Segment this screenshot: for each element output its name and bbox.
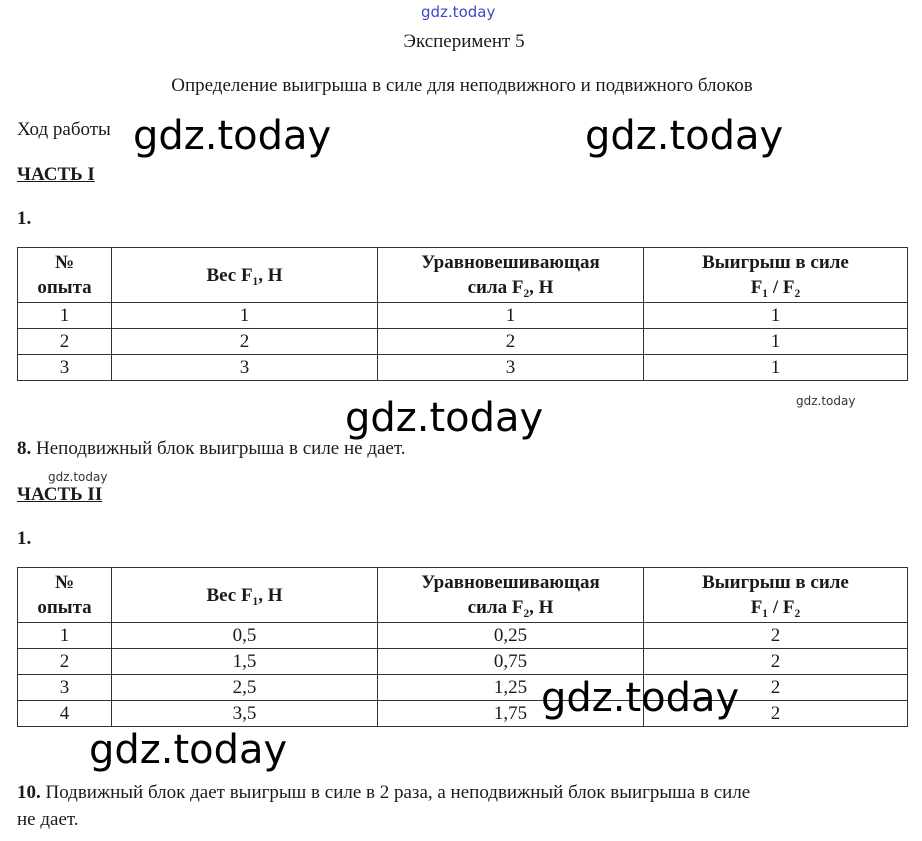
watermark-small-1: gdz.today [796,394,856,408]
experiment-title: Эксперимент 5 [403,31,525,52]
table-cell: 2 [378,329,644,355]
table-cell: 3 [378,355,644,381]
part-1-heading: ЧАСТЬ I [17,164,95,185]
col-header-number: № опыта [18,568,112,623]
part-1-item-label: 1. [17,208,32,229]
part-1-conclusion-text: Неподвижный блок выигрыша в силе не дает. [31,438,406,459]
table-cell: 1 [378,303,644,329]
table-cell: 0,75 [378,649,644,675]
table-cell: 1 [18,303,112,329]
col-header-balancing-force: Уравновешивающая сила F₂, Н [378,248,644,303]
table-row [18,355,908,381]
part-1-conclusion-number: 8. [17,438,32,459]
table-header-row [18,248,908,303]
table-cell: 2 [644,675,908,701]
col-header-weight: Вес F₁, Н [112,248,378,303]
table-cell: 1 [644,355,908,381]
table-row [18,623,908,649]
watermark-small-2: gdz.today [48,470,108,484]
table-cell: 1 [644,329,908,355]
table-cell: 1,25 [378,675,644,701]
table-row [18,649,908,675]
table-cell: 2,5 [112,675,378,701]
experiment-subtitle: Определение выигрыша в силе для неподвижного и подвижного блоков [171,75,753,96]
table-row [18,675,908,701]
watermark-large-3: gdz.today [345,395,544,441]
part-2-conclusion-text-line1: Подвижный блок дает выигрыш в силе в 2 раза, а неподвижный блок выигрыша в силе [40,782,751,803]
watermark-large-1: gdz.today [133,113,332,159]
watermark-large-5: gdz.today [89,727,288,773]
table-cell: 2 [112,329,378,355]
table-row [18,701,908,727]
table-cell: 1 [644,303,908,329]
part-2-conclusion-number: 10. [17,782,41,803]
table-row [18,303,908,329]
part-2-conclusion-text-line2: не дает. [17,809,79,830]
part-1-conclusion [17,438,406,460]
table-cell: 0,5 [112,623,378,649]
col-header-balancing-force: Уравновешивающая сила F₂, Н [378,568,644,623]
table-cell: 3 [18,355,112,381]
table-cell: 4 [18,701,112,727]
table-cell: 2 [18,329,112,355]
col-header-weight: Вес F₁, Н [112,568,378,623]
table-header-row [18,568,908,623]
table-cell: 3 [18,675,112,701]
watermark-large-4: gdz.today [541,675,740,721]
table-cell: 1 [18,623,112,649]
part-2-table [17,567,908,727]
part-2-heading: ЧАСТЬ II [17,484,103,505]
part-2-conclusion [17,779,917,833]
table-cell: 2 [644,701,908,727]
watermark-top: gdz.today [421,3,496,21]
col-header-force-gain: Выигрыш в силе F₁ / F₂ [644,248,908,303]
table-cell: 2 [18,649,112,675]
table-cell: 3 [112,355,378,381]
work-label: Ход работы [17,119,111,140]
table-cell: 1,75 [378,701,644,727]
col-header-force-gain: Выигрыш в силе F₁ / F₂ [644,568,908,623]
table-cell: 1 [112,303,378,329]
table-cell: 3,5 [112,701,378,727]
col-header-number: № опыта [18,248,112,303]
table-cell: 2 [644,623,908,649]
table-cell: 1,5 [112,649,378,675]
part-1-table [17,247,908,381]
table-cell: 2 [644,649,908,675]
watermark-large-2: gdz.today [585,113,784,159]
table-cell: 0,25 [378,623,644,649]
part-2-item-label: 1. [17,528,32,549]
table-row [18,329,908,355]
